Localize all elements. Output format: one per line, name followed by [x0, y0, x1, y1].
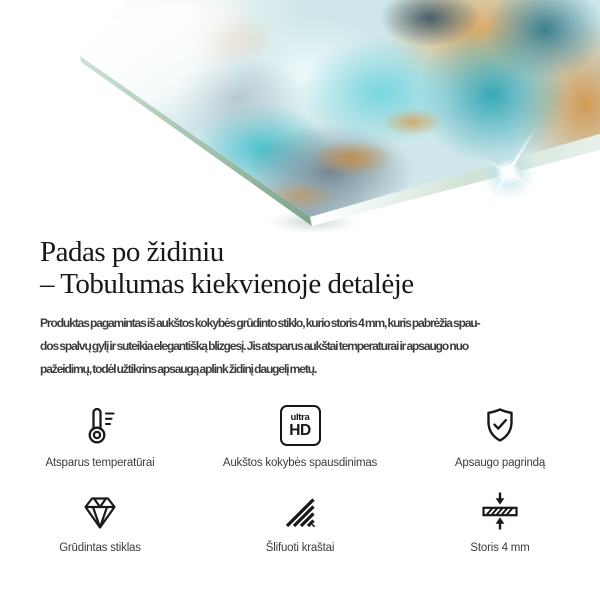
feature-label: Storis 4 mm: [470, 542, 530, 554]
description-line-2: dos spalvų gylį ir suteikia elegantišką blizgesį. Jis atsparus aukštai temperaturai ir apsaugo nuo: [40, 339, 469, 353]
ultra-hd-bottom-text: HD: [289, 422, 311, 439]
page-title: [40, 236, 414, 300]
product-hero-image: [0, 0, 600, 232]
feature-heat-resistant: [0, 402, 200, 469]
page-title-line-2: – Tobulumas kiekvienoje detalėje: [40, 268, 414, 300]
ultra-hd-top-text: ultra: [290, 412, 310, 423]
product-description: [40, 312, 480, 381]
thickness-icon: [478, 487, 522, 533]
feature-label: Aukštos kokybės spausdinimas: [222, 457, 378, 469]
ultra-hd-icon: [280, 402, 321, 448]
feature-label: Šlifuoti kraštai: [265, 542, 335, 554]
page-title-line-1: Padas po židiniu: [40, 236, 224, 268]
feature-polished-edges: [200, 487, 400, 554]
description-line-3: pažeidimų, todėl užtikrins apsaugą aplink židinį daugelį metų.: [40, 362, 317, 376]
shield-check-icon: [478, 402, 522, 448]
feature-label: Grūdintas stiklas: [59, 542, 141, 554]
feature-grid: [0, 402, 600, 554]
description-line-1: Produktas pagamintas iš aukštos kokybės grūdinto stiklo, kurio storis 4 mm, kuris pabrėžia spau-: [40, 316, 480, 330]
feature-tempered-glass: [0, 487, 200, 554]
feature-thickness: [400, 487, 600, 554]
feature-label: Apsaugo pagrindą: [454, 457, 546, 469]
feature-protects-base: [400, 402, 600, 469]
feature-print-quality: [200, 402, 400, 469]
thermometer-icon: [78, 402, 122, 448]
diamond-icon: [78, 487, 122, 533]
feature-label: Atsparus temperatūrai: [45, 457, 155, 469]
polished-edges-icon: [278, 487, 322, 533]
